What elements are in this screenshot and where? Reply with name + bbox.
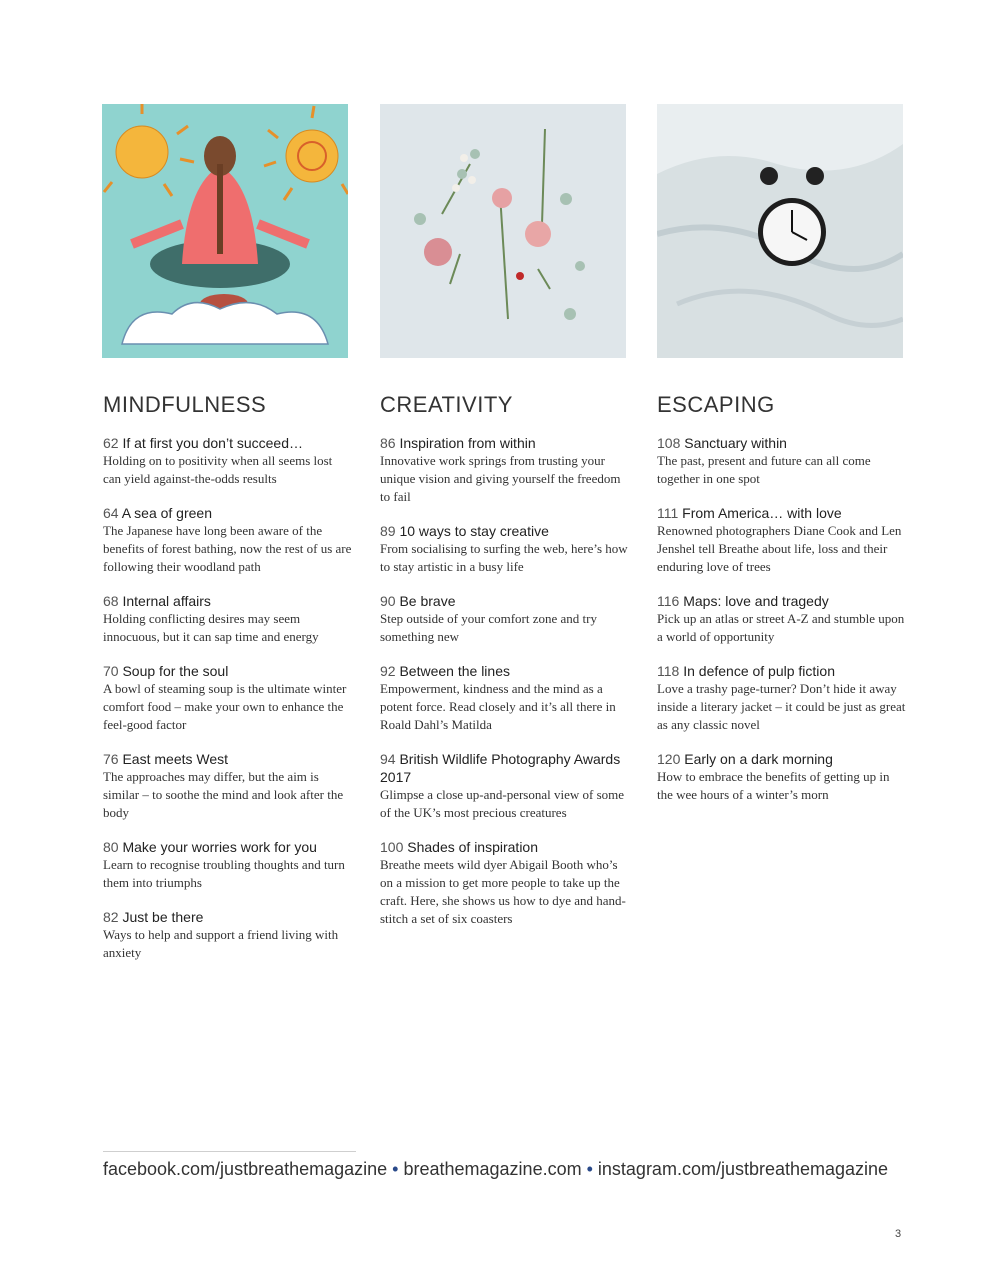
- entry-page-number: 80: [103, 839, 119, 855]
- contents-entry[interactable]: [657, 592, 907, 646]
- contents-entry[interactable]: [657, 662, 907, 734]
- contents-entry[interactable]: [103, 662, 353, 734]
- entry-description: Empowerment, kindness and the mind as a potent force. Read closely and it’s all there in Roald Dahl’s Matilda: [380, 681, 616, 732]
- entry-page-number: 89: [380, 523, 396, 539]
- entry-description: Ways to help and support a friend living with anxiety: [103, 927, 339, 960]
- contents-entry[interactable]: [657, 434, 907, 488]
- entry-title: Sanctuary within: [684, 435, 787, 451]
- entry-title: Make your worries work for you: [122, 839, 317, 855]
- flowers-photo: [380, 104, 626, 358]
- contents-entry[interactable]: [103, 592, 353, 646]
- entry-description: Step outside of your comfort zone and try something new: [380, 611, 597, 644]
- entry-page-number: 94: [380, 751, 396, 767]
- entry-page-number: 100: [380, 839, 404, 855]
- entry-title: Early on a dark morning: [684, 751, 833, 767]
- entry-description: From socialising to surfing the web, here’s how to stay artistic in a busy life: [380, 541, 628, 574]
- entry-title: Just be there: [122, 909, 204, 925]
- entry-description: Holding on to positivity when all seems lost can yield against-the-odds results: [103, 453, 333, 486]
- entry-title: Soup for the soul: [122, 663, 229, 679]
- entry-page-number: 62: [103, 435, 119, 451]
- entry-description: The approaches may differ, but the aim is similar – to soothe the mind and look after the body: [103, 769, 344, 820]
- entry-page-number: 90: [380, 593, 396, 609]
- contents-entry[interactable]: [380, 662, 630, 734]
- entry-title: Between the lines: [399, 663, 510, 679]
- entry-page-number: 116: [657, 593, 680, 609]
- entry-page-number: 86: [380, 435, 396, 451]
- entry-page-number: 82: [103, 909, 119, 925]
- contents-entry[interactable]: [103, 908, 353, 962]
- entry-title: 10 ways to stay creative: [399, 523, 549, 539]
- entry-title: From America… with love: [682, 505, 842, 521]
- column-mindfulness: [103, 392, 353, 978]
- contents-entry[interactable]: [380, 434, 630, 506]
- entry-title: If at first you don’t succeed…: [122, 435, 303, 451]
- contents-entry[interactable]: [103, 838, 353, 892]
- entry-title: Internal affairs: [122, 593, 211, 609]
- separator-dot: •: [586, 1159, 593, 1179]
- entry-title: Maps: love and tragedy: [683, 593, 829, 609]
- contents-entry[interactable]: [103, 434, 353, 488]
- entry-description: Innovative work springs from trusting your unique vision and giving yourself the freedom to fail: [380, 453, 621, 504]
- contents-entry[interactable]: [380, 838, 630, 928]
- contents-entry[interactable]: [103, 750, 353, 822]
- entry-page-number: 118: [657, 663, 680, 679]
- column-escaping: [657, 392, 907, 820]
- section-title-creativity: CREATIVITY: [380, 392, 513, 417]
- entry-title: East meets West: [122, 751, 229, 767]
- separator-dot: •: [392, 1159, 399, 1179]
- entry-title: A sea of green: [121, 505, 212, 521]
- entry-description: The Japanese have long been aware of the benefits of forest bathing, now the rest of us are following their woodland path: [103, 523, 352, 574]
- entry-page-number: 68: [103, 593, 119, 609]
- instagram-link[interactable]: instagram.com/justbreathemagazine: [597, 1159, 889, 1179]
- entry-page-number: 111: [657, 505, 679, 521]
- contents-entry[interactable]: [380, 522, 630, 576]
- entry-description: Glimpse a close up-and-personal view of some of the UK’s most precious creatures: [380, 787, 625, 820]
- meditation-illustration: [102, 104, 348, 358]
- entry-description: Holding conflicting desires may seem innocuous, but it can sap time and energy: [103, 611, 319, 644]
- column-creativity: [380, 392, 630, 944]
- section-title-escaping: ESCAPING: [657, 392, 775, 417]
- entry-description: Pick up an atlas or street A-Z and stumble upon a world of opportunity: [657, 611, 905, 644]
- contents-entry[interactable]: [380, 592, 630, 646]
- entry-description: Breathe meets wild dyer Abigail Booth who’s on a mission to get more people to take up the craft. Here, she shows us how to dye and hand-stitch a set of six coasters: [380, 857, 626, 926]
- entry-description: How to embrace the benefits of getting up in the wee hours of a winter’s morn: [657, 769, 890, 802]
- page-number: 3: [895, 1228, 902, 1240]
- entry-description: Love a trashy page-turner? Don’t hide it away inside a literary jacket – it could be just as great as any classic novel: [657, 681, 906, 732]
- footer-divider: [103, 1151, 356, 1152]
- entry-page-number: 70: [103, 663, 119, 679]
- contents-entry[interactable]: [380, 750, 630, 822]
- facebook-link[interactable]: facebook.com/justbreathemagazine: [103, 1159, 388, 1179]
- entry-description: Renowned photographers Diane Cook and Len Jenshel tell Breathe about life, loss and their enduring love of trees: [657, 523, 902, 574]
- entry-description: Learn to recognise troubling thoughts and turn them into triumphs: [103, 857, 345, 890]
- entry-title: Shades of inspiration: [407, 839, 539, 855]
- entry-page-number: 92: [380, 663, 396, 679]
- entry-description: The past, present and future can all come together in one spot: [657, 453, 871, 486]
- alarm-clock-bed-photo: [657, 104, 903, 358]
- entry-page-number: 64: [103, 505, 119, 521]
- entry-page-number: 120: [657, 751, 681, 767]
- section-title-mindfulness: MINDFULNESS: [103, 392, 267, 417]
- entry-title: In defence of pulp fiction: [683, 663, 835, 679]
- entry-page-number: 76: [103, 751, 119, 767]
- entry-title: Inspiration from within: [399, 435, 536, 451]
- contents-entry[interactable]: [103, 504, 353, 576]
- entry-title: Be brave: [399, 593, 456, 609]
- footer-links: [103, 1159, 888, 1180]
- entry-title: British Wildlife Photography Awards 2017: [380, 751, 621, 785]
- entry-description: A bowl of steaming soup is the ultimate winter comfort food – make your own to enhance the feel-good factor: [103, 681, 347, 732]
- entry-page-number: 108: [657, 435, 681, 451]
- contents-entry[interactable]: [657, 504, 907, 576]
- contents-entry[interactable]: [657, 750, 907, 804]
- website-link[interactable]: breathemagazine.com: [403, 1159, 582, 1179]
